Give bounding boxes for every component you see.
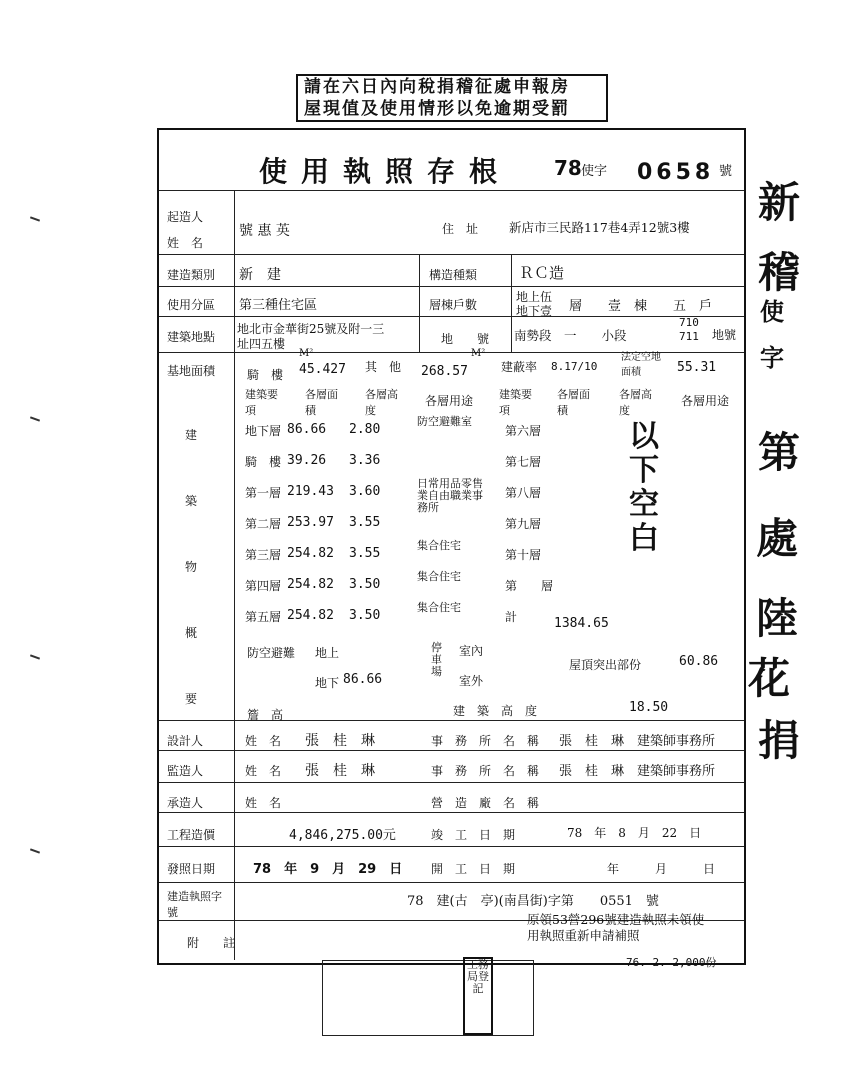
completion-label: 竣 工 日 期 [431,828,516,842]
registry-seal: 工務局登記 [463,957,493,1035]
floor-row-height: 3.55 [349,546,381,561]
contractor-label: 承造人 [167,796,204,810]
site-line-1: 地北市金華街25號及附一三 [237,322,385,336]
zone-label: 使用分區 [167,298,216,312]
floor-row-area: 86.66 [287,422,327,437]
site-label: 建築地點 [167,330,216,344]
floor-row-item: 第一層 [245,486,282,500]
floor-row-area: 253.97 [287,515,334,530]
margin-tick [30,216,40,221]
rule [419,254,420,352]
shelter-above: 地上 [315,646,340,660]
blank-below-note: 以下空白 [629,419,659,556]
col-use-right: 各層用途 [681,394,730,408]
rule [159,846,744,847]
floor-row-use: 集合住宅 [417,601,461,614]
margin-character: 新 [758,178,801,227]
floor-row-item: 地下層 [245,424,282,438]
rule [159,286,744,287]
lot-number-1: 710 [679,316,699,329]
rule [159,882,744,883]
arcade-label: 騎 樓 [247,368,284,382]
col-use: 各層用途 [425,394,474,408]
rule [159,316,744,317]
lawful-open-value: 55.31 [677,360,717,375]
lawful-open-label: 法定空地面積 [621,352,661,378]
parking-outdoor: 室外 [459,674,484,688]
floor-row-area: 254.82 [287,608,334,623]
supervisor-name-label: 姓 名 [245,764,282,778]
owner-label: 起造人 [167,210,204,224]
build-type-value: 新 建 [239,267,281,283]
col-height: 各層高度 [365,388,398,417]
print-number: 76. 2. 2,000份 [626,956,717,969]
floor-row-area: 254.82 [287,577,334,592]
permit-prefix: 使字 [581,164,608,179]
build-permit-label: 建造執照字號 [167,890,222,919]
floor-total: 1384.65 [554,616,609,631]
floor-row-height: 3.50 [349,608,381,623]
zone-value: 第三種住宅區 [239,298,318,313]
parking-label: 停車場 [431,641,442,678]
unit-m2: M² [299,348,314,359]
floor-row-right: 第九層 [505,517,542,531]
floor-row-right: 第七層 [505,455,542,469]
floors-detail: 層 壹 棟 五 戶 [569,299,713,314]
rule [159,750,744,751]
supervisor-name: 張 桂 琳 [305,763,375,779]
floor-row-height: 3.60 [349,484,381,499]
permit-form [157,128,746,965]
stamp-line-1: 請在六日內向稅捐稽征處申報房 [304,77,570,97]
arcade-value: 45.427 [299,362,346,377]
rule [511,254,512,352]
floors-above: 地上伍 [516,290,553,304]
struct-value: ＲＣ造 [519,264,565,282]
supervisor-label: 監造人 [167,764,204,778]
permit-number: 0658 [637,160,715,185]
owner-address-label: 住 址 [442,222,479,236]
approval-stamp-box [322,960,534,1036]
floor-row-height: 3.50 [349,577,381,592]
permit-suffix: 號 [719,164,733,179]
owner-name-label: 姓 名 [167,236,204,250]
coverage-value: 8.17/10 [551,360,598,373]
shelter-below: 地下 [315,676,340,690]
site-line-2: 址四五樓 [237,337,286,351]
issue-date-value: 78 年 9 月 29 日 [253,862,403,877]
floor-row-item: 騎 樓 [245,455,282,469]
left-column-rule [234,190,235,960]
designer-name: 張 桂 琳 [305,733,375,749]
designer-office-label: 事 務 所 名 稱 [431,734,540,748]
floor-row-right: 第六層 [505,424,542,438]
permit-year: 78 [554,156,582,180]
designer-label: 設計人 [167,734,204,748]
floor-row-use: 日常用品零售業自由職業事務所 [417,477,483,514]
build-permit-value: 78 建(古 亭)(南昌街)字第 0551 號 [407,894,659,909]
col-height-right: 各層高度 [619,388,652,417]
floor-row-use: 防空避難室 [417,415,472,428]
floors-below: 地下壹 [516,304,553,318]
start-date-label: 開 工 日 期 [431,862,516,876]
margin-tick [30,416,40,421]
shelter-label: 防空避難 [247,646,296,660]
building-height-label: 建 築 高 度 [453,704,538,718]
floor-row-height: 2.80 [349,422,381,437]
building-height-value: 18.50 [629,700,669,715]
shelter-value: 86.66 [343,672,383,687]
area-label: 基地面積 [167,364,216,378]
col-item-right: 建築要項 [499,388,532,417]
col-area-right: 各層面積 [557,388,590,417]
lot-section: 南勢段 一 小段 [514,328,627,343]
roof-value: 60.86 [679,654,719,669]
roof-label: 屋頂突出部份 [569,658,642,672]
floor-row-right: 第 層 [505,579,554,593]
floor-row-right: 計 [505,610,518,624]
cost-value: 4,846,275.00元 [289,828,396,843]
owner-address: 新店市三民路117巷4弄12號3樓 [509,220,690,235]
floors-label: 層棟戶數 [429,298,478,312]
floor-row-item: 第四層 [245,579,282,593]
margin-character: 陸 [756,594,799,643]
margin-character: 字 [760,343,784,372]
contractor-name-label: 姓 名 [245,796,282,810]
start-date-value: 年 月 日 [607,862,716,876]
floor-row-item: 第三層 [245,548,282,562]
rule [159,782,744,783]
floor-row-item: 第二層 [245,517,282,531]
supervisor-office-label: 事 務 所 名 稱 [431,764,540,778]
floor-row-use: 集合住宅 [417,539,461,552]
margin-character: 處 [756,514,799,563]
remark-line-2: 用執照重新申請補照 [527,928,640,943]
col-item: 建築要項 [245,388,278,417]
floor-row-height: 3.36 [349,453,381,468]
cost-label: 工程造價 [167,828,216,842]
margin-character: 捐 [758,716,801,765]
tax-notice-stamp [296,74,608,122]
struct-label: 構造種類 [429,268,478,282]
owner-name: 號 惠 英 [239,223,290,239]
remark-label: 附 註 [187,936,236,950]
rule [159,190,744,191]
factory-label: 營 造 廠 名 稱 [431,796,540,810]
margin-tick [30,848,40,853]
coverage-label: 建蔽率 [501,360,538,374]
col-area: 各層面積 [305,388,338,417]
rule [159,812,744,813]
issue-date-label: 發照日期 [167,862,216,876]
floor-row-right: 第十層 [505,548,542,562]
margin-character: 稽 [758,248,801,297]
rule [159,254,744,255]
margin-character: 第 [758,428,801,477]
build-type-label: 建造類別 [167,268,216,282]
lot-label: 地 號 [441,332,490,346]
other-label: 其 他 [365,360,402,374]
margin-tick [30,654,40,659]
designer-name-label: 姓 名 [245,734,282,748]
floor-row-use: 集合住宅 [417,570,461,583]
lot-suffix: 地號 [712,328,737,342]
unit-m2: M² [471,348,486,359]
other-value: 268.57 [421,364,468,379]
supervisor-office: 張 桂 琳 建築師事務所 [559,764,716,779]
lot-number-2: 711 [679,330,699,343]
floor-row-height: 3.55 [349,515,381,530]
remark-line-1: 原領53營296號建造執照未領使 [527,912,705,927]
floor-row-area: 219.43 [287,484,334,499]
building-summary-label: 建 築 物 概 要 [185,428,210,706]
floor-row-area: 39.26 [287,453,327,468]
parking-indoor: 室內 [459,644,484,658]
margin-character: 花 [748,654,791,703]
margin-character: 使 [760,297,784,326]
completion-value: 78 年 8 月 22 日 [567,826,702,840]
floor-row-area: 254.82 [287,546,334,561]
stamp-line-2: 屋現值及使用情形以免逾期受罰 [304,99,570,119]
eave-label: 簷 高 [247,708,284,722]
designer-office: 張 桂 琳 建築師事務所 [559,734,716,749]
floor-row-right: 第八層 [505,486,542,500]
form-title: 使用執照存根 [259,155,512,188]
floor-row-item: 第五層 [245,610,282,624]
